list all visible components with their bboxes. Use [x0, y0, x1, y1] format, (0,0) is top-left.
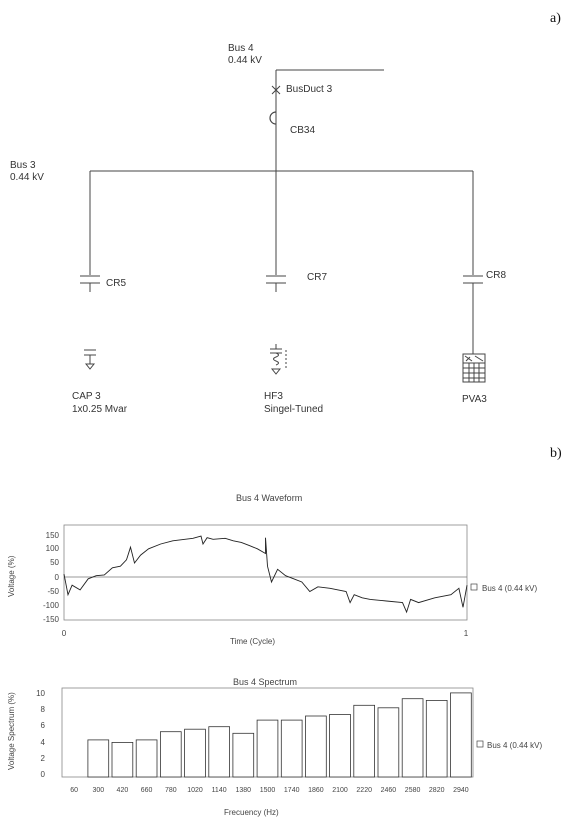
spectrum-bar	[209, 727, 230, 777]
cr5-label: CR5	[106, 278, 127, 289]
spectrum-category-label: 2820	[428, 787, 445, 794]
single-line-diagram	[10, 11, 561, 415]
spectrum-category-label: 1500	[259, 787, 276, 794]
waveform-ylabel: Voltage (%)	[7, 555, 16, 597]
pv-array-icon	[463, 354, 485, 382]
spectrum-bar	[354, 705, 375, 777]
spectrum-category-label: 2220	[356, 787, 372, 794]
spectrum-bar	[402, 699, 423, 777]
spectrum-bar	[88, 740, 109, 777]
panel-b-label: b)	[550, 446, 562, 461]
spectrum-category-label: 1020	[187, 787, 203, 794]
cr7-contact	[266, 276, 286, 292]
spectrum-ylabel: Voltage Spectrum (%)	[7, 692, 16, 770]
spectrum-bar	[257, 720, 278, 777]
spectrum-ytick: 6	[40, 721, 45, 730]
waveform-ytick: 50	[50, 558, 59, 567]
breaker-label: CB34	[290, 125, 316, 136]
waveform-ytick: 0	[54, 573, 59, 582]
waveform-ytick: -50	[47, 587, 59, 596]
spectrum-legend-swatch	[477, 741, 483, 747]
waveform-ytick: -100	[42, 601, 59, 610]
bus4-voltage: 0.44 kV	[228, 55, 262, 66]
spectrum-xlabel: Frecuency (Hz)	[224, 808, 279, 817]
bus4-name: Bus 4	[228, 43, 254, 54]
cr8-contact	[463, 276, 483, 354]
spectrum-bar	[378, 708, 399, 777]
filter-icon	[270, 344, 286, 374]
spectrum-category-label: 1380	[235, 787, 252, 794]
spectrum-bar	[281, 720, 302, 777]
waveform-legend-swatch	[471, 584, 477, 590]
bus3-voltage: 0.44 kV	[10, 172, 44, 183]
spectrum-ytick: 0	[40, 770, 45, 779]
busduct-label: BusDuct 3	[286, 84, 333, 95]
spectrum-bar	[185, 729, 206, 777]
spectrum-category-label: 1860	[308, 787, 324, 794]
hf-name: HF3	[264, 391, 283, 402]
waveform-series-line	[64, 536, 467, 612]
cap-rating: 1x0.25 Mvar	[72, 404, 128, 415]
spectrum-bar	[451, 693, 472, 777]
spectrum-category-label: 1740	[283, 787, 300, 794]
waveform-xtick: 0	[61, 629, 67, 638]
spectrum-category-label: 2460	[380, 787, 397, 794]
spectrum-category-label: 60	[70, 787, 78, 794]
spectrum-category-labels	[70, 787, 469, 794]
waveform-xlabel: Time (Cycle)	[230, 637, 276, 646]
cr5-contact	[80, 276, 100, 292]
spectrum-bar	[136, 740, 157, 777]
waveform-title: Bus 4 Waveform	[236, 493, 303, 503]
spectrum-title: Bus 4 Spectrum	[233, 677, 298, 687]
waveform-xtick: 1	[463, 629, 469, 638]
spectrum-bar	[233, 733, 254, 777]
spectrum-ytick: 4	[40, 738, 45, 747]
spectrum-category-label: 300	[92, 787, 105, 794]
panel-a-label: a)	[550, 11, 561, 26]
waveform-ytick: -150	[42, 615, 59, 624]
spectrum-ytick: 2	[40, 754, 45, 763]
spectrum-bar	[112, 742, 133, 777]
hf-type: Singel-Tuned	[264, 404, 324, 415]
waveform-ytick: 150	[45, 531, 59, 540]
waveform-chart	[7, 493, 537, 646]
pva-name: PVA3	[462, 394, 487, 405]
spectrum-bar	[306, 716, 327, 777]
spectrum-category-label: 2100	[332, 787, 348, 794]
spectrum-ytick: 10	[36, 689, 45, 698]
cr8-label: CR8	[486, 270, 507, 281]
breaker-symbol	[270, 112, 276, 124]
waveform-ytick: 100	[45, 544, 59, 553]
cr7-label: CR7	[307, 272, 328, 283]
waveform-legend-label: Bus 4 (0.44 kV)	[482, 584, 538, 593]
spectrum-category-label: 2940	[453, 787, 469, 794]
capacitor-icon	[84, 350, 96, 369]
spectrum-legend-label: Bus 4 (0.44 kV)	[487, 741, 543, 750]
cap-name: CAP 3	[72, 391, 101, 402]
spectrum-category-label: 2580	[404, 787, 421, 794]
spectrum-category-label: 660	[140, 787, 153, 794]
spectrum-bars	[88, 693, 471, 777]
spectrum-bar	[160, 732, 181, 777]
spectrum-category-label: 420	[116, 787, 129, 794]
bus3-name: Bus 3	[10, 160, 36, 171]
spectrum-ytick: 8	[40, 705, 45, 714]
spectrum-bar	[330, 714, 351, 777]
spectrum-bar	[426, 700, 447, 777]
spectrum-category-label: 780	[164, 787, 177, 794]
spectrum-chart	[7, 677, 542, 817]
spectrum-category-label: 1140	[211, 787, 227, 794]
